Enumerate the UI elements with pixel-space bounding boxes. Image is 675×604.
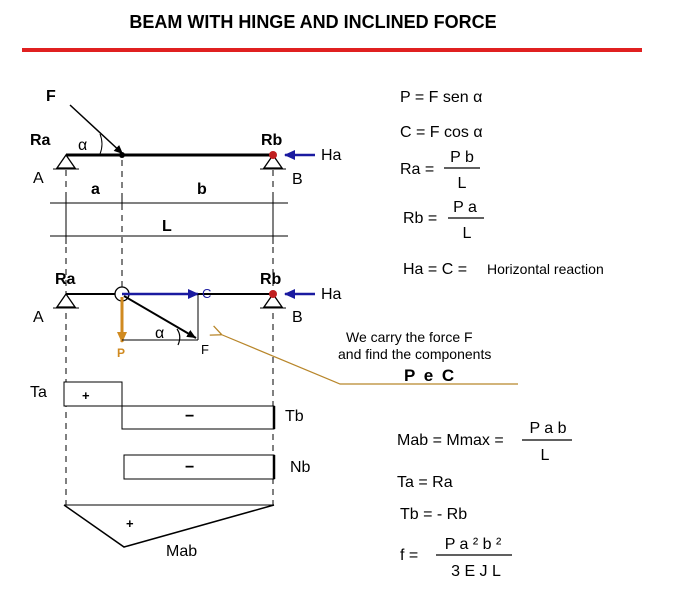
formula-mab-den: L [540, 447, 550, 464]
formula-rb-num: P a [453, 199, 477, 216]
formula-tb: Tb = - Rb [400, 506, 468, 523]
force-f-label: F [46, 88, 56, 105]
ra-label-second: Ra [55, 271, 76, 288]
second-beam-group [33, 271, 342, 360]
formula-c: C = F cos α [400, 124, 483, 141]
ha-label-second: Ha [321, 286, 342, 303]
mab-label: Mab [166, 543, 198, 560]
formula-rb-lhs: Rb = [403, 210, 438, 227]
tb-label: Tb [285, 408, 304, 425]
shear-negative [122, 406, 274, 429]
formula-f-den: 3 E J L [451, 563, 501, 580]
angle-alpha-second: α [155, 325, 165, 342]
ha-label-top: Ha [321, 147, 342, 164]
formula-mab-num: P a b [529, 420, 567, 437]
b-label-top: B [292, 171, 303, 188]
normal-minus: − [185, 459, 195, 476]
guide-lines [66, 160, 273, 505]
dim-a-label: a [91, 181, 100, 198]
moment-plus: + [126, 516, 134, 531]
note-line-1: We carry the force F [346, 329, 473, 345]
shear-diagram [30, 382, 304, 429]
angle-arc-top [100, 134, 102, 154]
ta-label: Ta [30, 384, 47, 401]
angle-arc-second [177, 329, 180, 345]
dimensions [50, 181, 288, 244]
a-label-second: A [33, 309, 44, 326]
normal-diagram [124, 455, 311, 479]
normal-negative [124, 455, 274, 479]
formula-f-num: P a ² b ² [444, 536, 502, 553]
dim-l-label: L [162, 218, 172, 235]
support-a-icon [57, 155, 75, 168]
formula-ha-lhs: Ha = C = [403, 261, 468, 278]
top-beam-group [30, 88, 342, 188]
note-line-3: P e C [404, 366, 457, 385]
formula-ha-rhs: Horizontal reaction [487, 261, 604, 277]
formula-p: P = F sen α [400, 89, 483, 106]
nb-label: Nb [290, 459, 311, 476]
rb-label-top: Rb [261, 132, 283, 149]
formula-ra-lhs: Ra = [400, 161, 435, 178]
moment-diagram [64, 505, 274, 560]
shear-plus: + [82, 388, 90, 403]
note-line-2: and find the components [338, 346, 492, 362]
formula-mab-lhs: Mab = Mmax = [397, 432, 504, 449]
page-title: BEAM WITH HINGE AND INCLINED FORCE [129, 12, 497, 32]
b-label-second: B [292, 309, 303, 326]
moment-triangle [64, 505, 274, 547]
formula-rb-den: L [462, 225, 472, 242]
rb-label-second: Rb [260, 271, 282, 288]
support-a2-icon [57, 294, 75, 307]
formula-f-lhs: f = [400, 547, 419, 564]
component-p-label: P [117, 346, 126, 360]
shear-minus: − [185, 408, 195, 425]
force-f-label-second: F [201, 342, 209, 357]
angle-alpha-top: α [78, 137, 88, 154]
formula-ta: Ta = Ra [397, 474, 453, 491]
a-label-top: A [33, 170, 44, 187]
dim-b-label: b [197, 181, 207, 198]
hinge-dot-b [269, 151, 277, 159]
load-point [119, 152, 125, 158]
component-c-label: C [202, 286, 212, 301]
shear-positive [64, 382, 122, 406]
hinge-dot-b2 [269, 290, 277, 298]
ra-label-top: Ra [30, 132, 51, 149]
formula-ra-num: P b [450, 149, 474, 166]
formula-ra-den: L [457, 175, 467, 192]
